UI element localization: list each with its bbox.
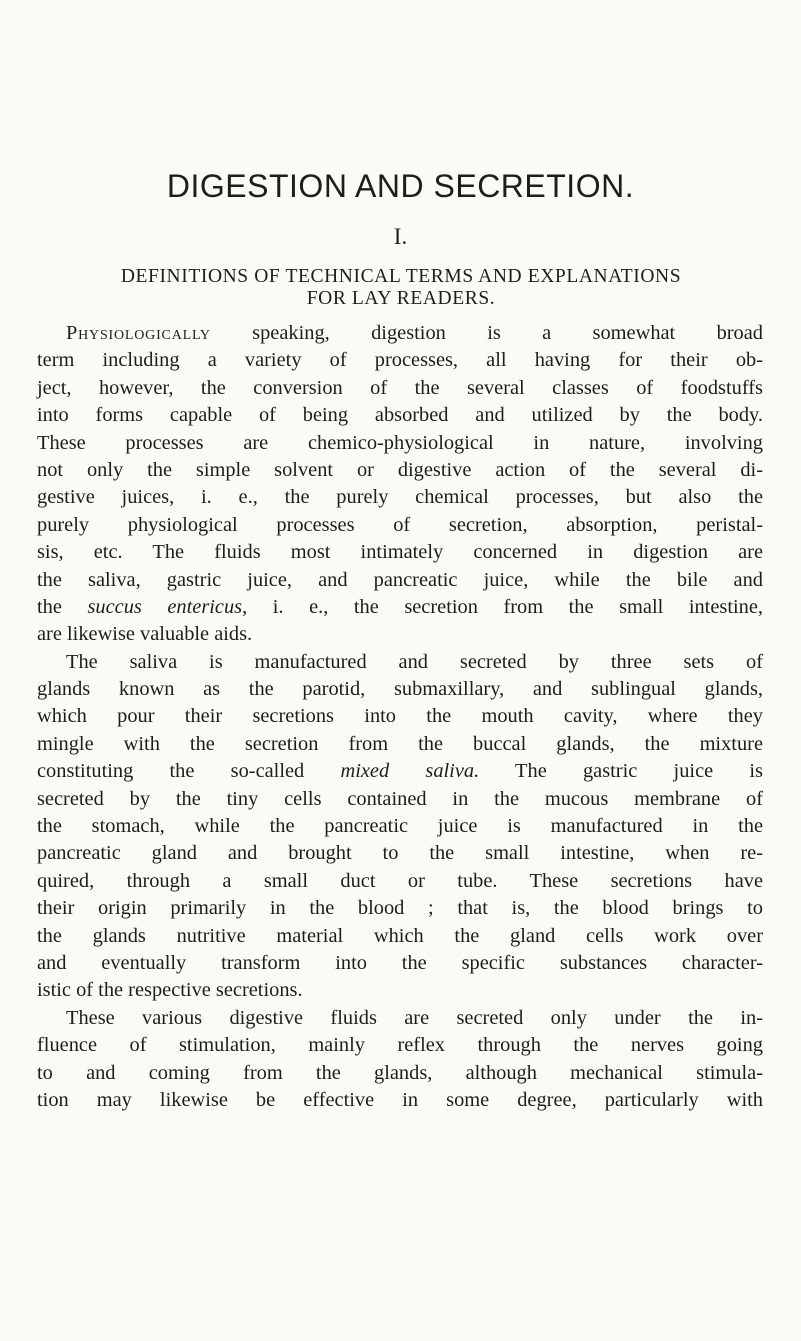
text-line: fluence of stimulation, mainly reflex through the nerves going bbox=[37, 1034, 763, 1057]
section-numeral: I. bbox=[393, 224, 408, 249]
paragraph-1 bbox=[37, 320, 763, 649]
text-line: the glands nutritive material which the gland cells work over bbox=[37, 924, 763, 947]
paragraph-2 bbox=[37, 649, 763, 1005]
section-subheading bbox=[40, 266, 762, 310]
paragraph-3 bbox=[37, 1005, 763, 1115]
text-line: secreted by the tiny cells contained in the mucous membrane of bbox=[37, 787, 763, 810]
text-line: purely physiological processes of secretion, absorption, peristal- bbox=[37, 513, 763, 536]
text-line: sis, etc. The fluids most intimately concerned in digestion are bbox=[37, 541, 763, 564]
text-line: their origin primarily in the blood ; that is, the blood brings to bbox=[37, 897, 763, 920]
text-line: and eventually transform into the specific substances character- bbox=[37, 951, 763, 974]
italic-term: succus entericus bbox=[87, 595, 243, 618]
text-line: into forms capable of being absorbed and utilized by the body. bbox=[37, 404, 763, 427]
text-line: the succus entericus, i. e., the secretion from the small intestine, bbox=[37, 595, 764, 618]
text-line: The saliva is manufactured and secreted by three sets of bbox=[66, 650, 763, 673]
text-line: These various digestive fluids are secreted only under the in- bbox=[66, 1006, 763, 1029]
text-line: to and coming from the glands, although mechanical stimula- bbox=[37, 1061, 763, 1084]
text-line: constituting the so-called mixed saliva. The gastric juice is bbox=[37, 760, 763, 783]
text-line: quired, through a small duct or tube. These secretions have bbox=[37, 869, 763, 892]
italic-term: mixed saliva. bbox=[340, 760, 480, 783]
page-title: DIGESTION AND SECRETION. bbox=[166, 168, 635, 204]
subheading-line-2: FOR LAY READERS. bbox=[306, 288, 496, 309]
text-line: term including a variety of processes, all having for their ob- bbox=[37, 349, 763, 372]
text-line: gestive juices, i. e., the purely chemical processes, but also the bbox=[37, 486, 763, 509]
body-text bbox=[37, 320, 763, 1114]
text-line: ject, however, the conversion of the several classes of foodstuffs bbox=[37, 376, 763, 399]
text-line: not only the simple solvent or digestive action of the several di- bbox=[37, 458, 763, 481]
text-line: mingle with the secretion from the buccal glands, the mixture bbox=[37, 732, 763, 755]
lead-word: Physiologically bbox=[66, 322, 211, 344]
text-line: Physiologically speaking, digestion is a somewhat broad bbox=[66, 322, 763, 344]
text-line: istic of the respective secretions. bbox=[37, 979, 303, 1002]
text-line: the stomach, while the pancreatic juice is manufactured in the bbox=[37, 815, 763, 838]
subheading-line-1: DEFINITIONS OF TECHNICAL TERMS AND EXPLANATIONS bbox=[120, 266, 682, 287]
text-line: are likewise valuable aids. bbox=[37, 623, 253, 646]
text-line: which pour their secretions into the mouth cavity, where they bbox=[37, 705, 763, 728]
text-line: pancreatic gland and brought to the small intestine, when re- bbox=[37, 842, 763, 865]
text-line: These processes are chemico-physiological in nature, involving bbox=[37, 431, 763, 454]
text-line: glands known as the parotid, submaxillary, and sublingual glands, bbox=[37, 678, 763, 701]
text-line: tion may likewise be effective in some degree, particularly with bbox=[37, 1088, 763, 1111]
text-line: the saliva, gastric juice, and pancreatic juice, while the bile and bbox=[37, 568, 763, 591]
